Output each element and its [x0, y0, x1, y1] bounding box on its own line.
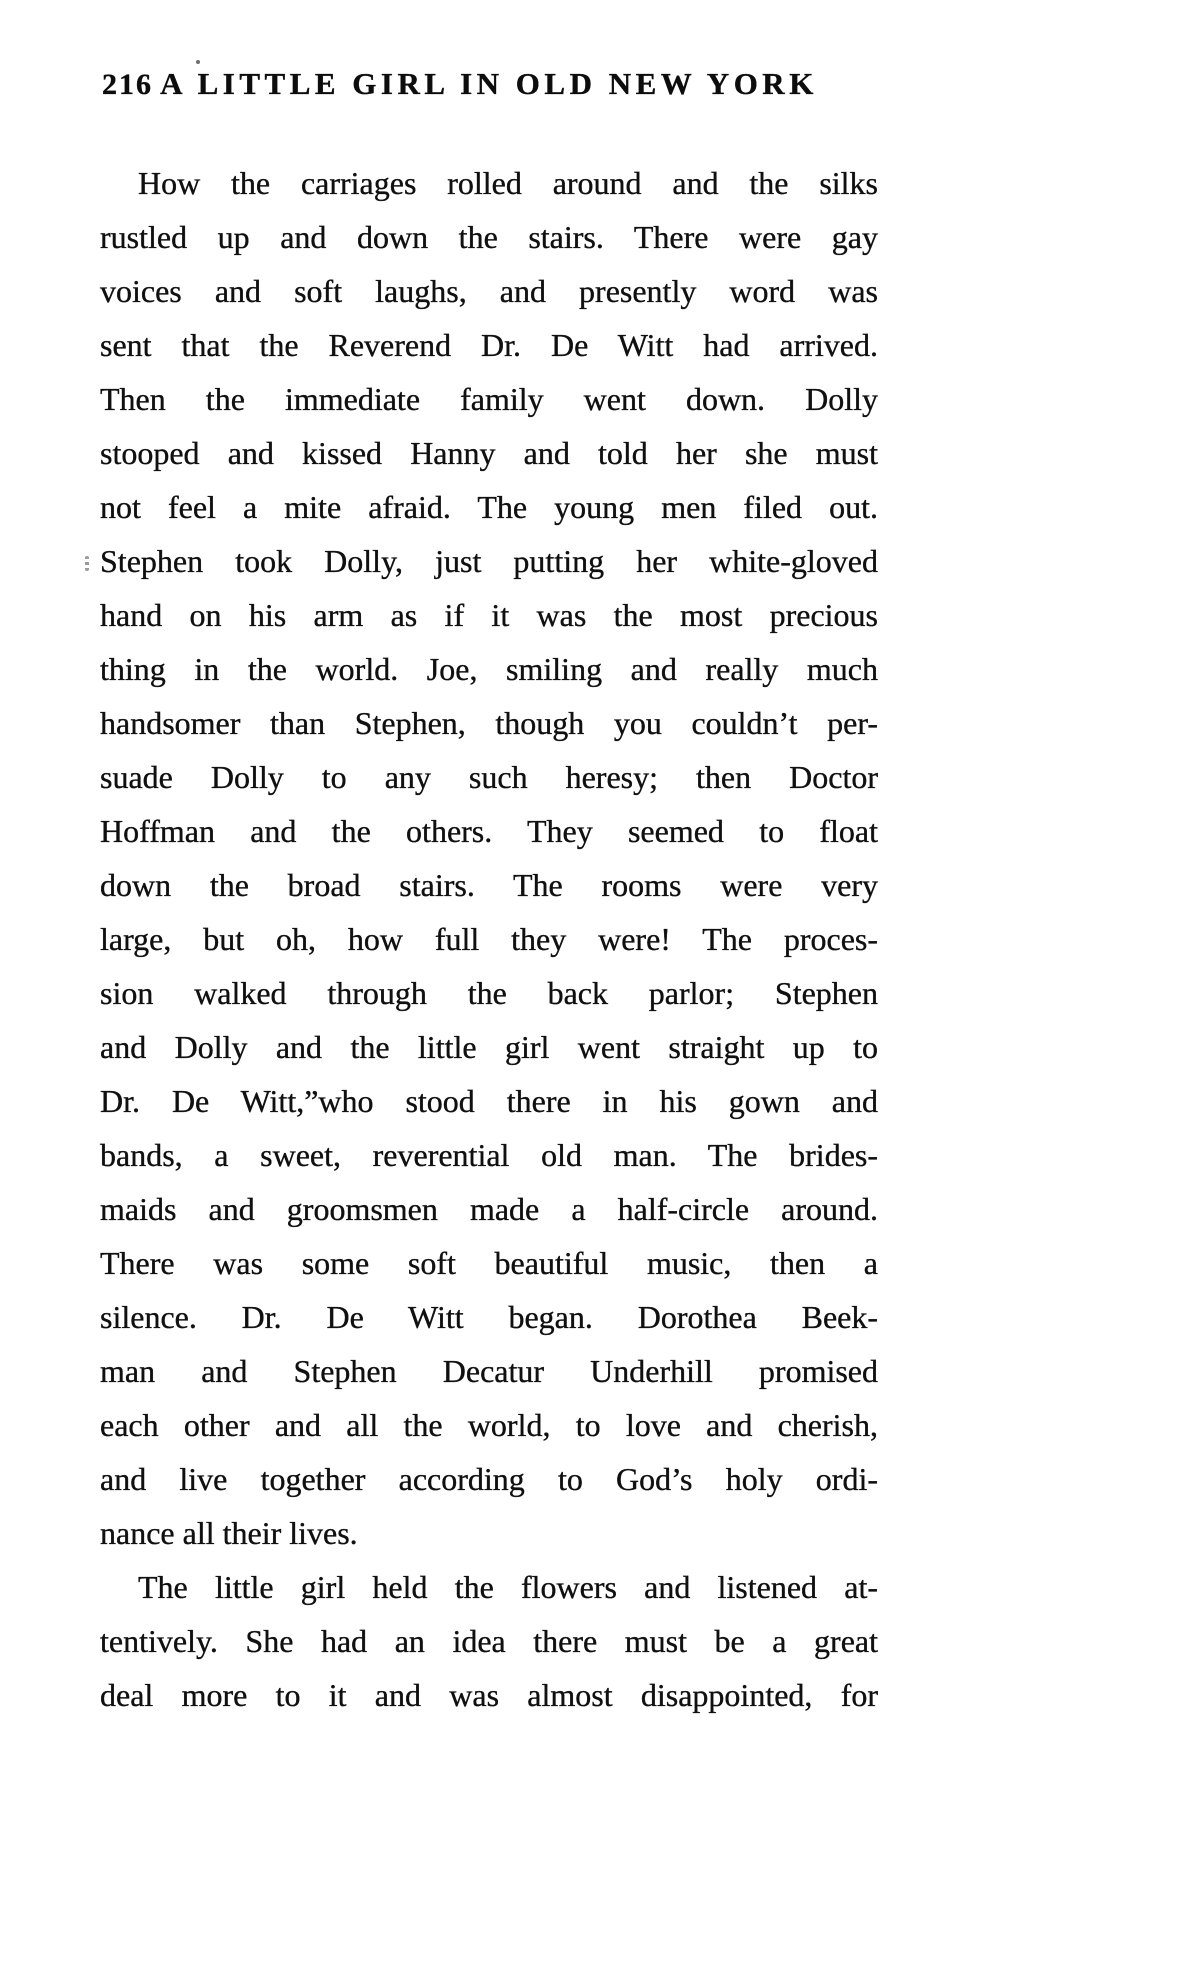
text-line-p1-20: maids and groomsmen made a half-circle around. — [100, 1191, 878, 1227]
text-line-p1-11: handsomer than Stephen, though you couldn’t per- — [100, 705, 878, 741]
text-line-p2-2: tentively. She had an idea there must be a great — [100, 1623, 878, 1659]
text-line-p1-13: Hoffman and the others. They seemed to float — [100, 813, 878, 849]
ink-speck — [85, 556, 89, 571]
text-line-p1-23: man and Stephen Decatur Underhill promised — [100, 1353, 878, 1389]
text-line-p1-26: nance all their lives. — [100, 1515, 358, 1551]
running-title: A LITTLE GIRL IN OLD NEW YORK — [160, 66, 818, 101]
text-line-p1-4: sent that the Reverend Dr. De Witt had arrived. — [100, 327, 878, 363]
text-line-p1-15: large, but oh, how full they were! The proces- — [100, 921, 878, 957]
text-line-p2-3: deal more to it and was almost disappointed, for — [100, 1677, 878, 1713]
text-line-p1-10: thing in the world. Joe, smiling and really much — [100, 651, 878, 687]
text-line-p1-18: Dr. De Witt,”who stood there in his gown and — [100, 1083, 878, 1119]
ink-speck — [196, 60, 200, 64]
text-line-p1-6: stooped and kissed Hanny and told her she must — [100, 435, 878, 471]
text-line-p1-5: Then the immediate family went down. Dolly — [100, 381, 878, 417]
text-block — [100, 156, 878, 1722]
text-line-p2-1: The little girl held the flowers and listened at- — [138, 1569, 878, 1605]
text-line-p1-3: voices and soft laughs, and presently word was — [100, 273, 878, 309]
text-line-p1-1: How the carriages rolled around and the silks — [138, 165, 878, 201]
text-line-p1-25: and live together according to God’s holy ordi- — [100, 1461, 878, 1497]
text-line-p1-17: and Dolly and the little girl went straight up to — [100, 1029, 878, 1065]
text-line-p1-22: silence. Dr. De Witt began. Dorothea Beek- — [100, 1299, 878, 1335]
page-header — [100, 62, 878, 106]
text-line-p1-19: bands, a sweet, reverential old man. The brides- — [100, 1137, 878, 1173]
text-line-p1-21: There was some soft beautiful music, then a — [100, 1245, 878, 1281]
text-line-p1-14: down the broad stairs. The rooms were very — [100, 867, 878, 903]
text-line-p1-2: rustled up and down the stairs. There were gay — [100, 219, 878, 255]
text-line-p1-24: each other and all the world, to love and cherish, — [100, 1407, 878, 1443]
page-number: 216 — [102, 68, 153, 101]
text-line-p1-7: not feel a mite afraid. The young men filed out. — [100, 489, 878, 525]
text-line-p1-8: Stephen took Dolly, just putting her white-gloved — [100, 543, 878, 579]
text-line-p1-12: suade Dolly to any such heresy; then Doctor — [100, 759, 878, 795]
text-line-p1-16: sion walked through the back parlor; Stephen — [100, 975, 878, 1011]
text-line-p1-9: hand on his arm as if it was the most precious — [100, 597, 878, 633]
